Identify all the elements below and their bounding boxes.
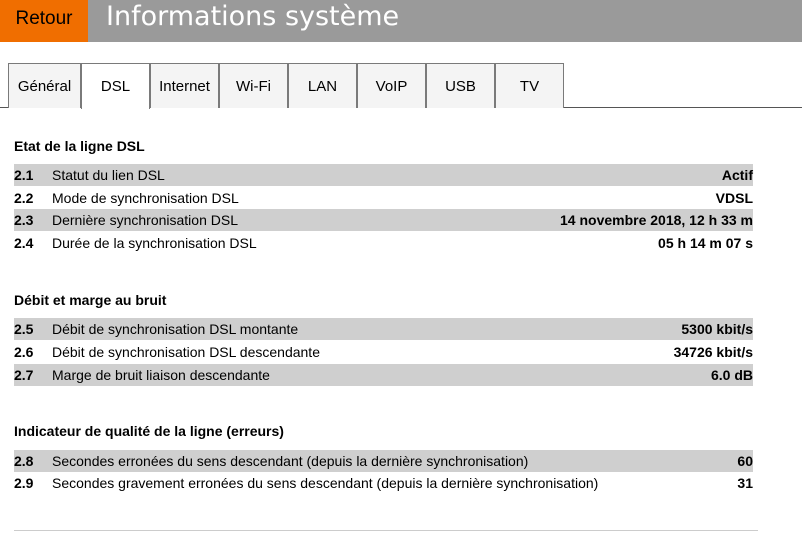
table-row	[14, 472, 753, 494]
row-label: Dernière synchronisation DSL	[52, 212, 238, 228]
row-label: Débit de synchronisation DSL montante	[52, 321, 299, 337]
section-title-line-quality: Indicateur de qualité de la ligne (erreurs)	[14, 423, 284, 439]
row-value: 60	[737, 453, 753, 469]
row-number: 2.2	[14, 190, 34, 206]
row-number: 2.4	[14, 235, 34, 251]
tab-tv[interactable]: TV	[495, 63, 564, 108]
table-row	[14, 232, 753, 254]
row-label: Secondes gravement erronées du sens descendant (depuis la dernière synchronisation)	[52, 475, 599, 491]
tab-voip[interactable]: VoIP	[357, 63, 426, 108]
page-title: Informations système	[106, 1, 400, 32]
tab-general[interactable]: Général	[8, 63, 81, 108]
tab-bar	[0, 63, 802, 108]
bottom-divider	[14, 530, 758, 531]
table-row	[14, 164, 753, 186]
row-label: Marge de bruit liaison descendante	[52, 367, 270, 383]
row-number: 2.8	[14, 453, 34, 469]
row-value: 05 h 14 m 07 s	[658, 235, 753, 251]
row-label: Mode de synchronisation DSL	[52, 190, 239, 206]
row-number: 2.5	[14, 321, 34, 337]
row-value: Actif	[721, 167, 753, 183]
row-number: 2.1	[14, 167, 34, 183]
row-number: 2.6	[14, 344, 34, 360]
tab-wifi[interactable]: Wi-Fi	[219, 63, 288, 108]
row-number: 2.3	[14, 212, 34, 228]
tab-internet[interactable]: Internet	[150, 63, 219, 108]
table-row	[14, 209, 753, 231]
top-header	[0, 0, 802, 42]
tab-usb[interactable]: USB	[426, 63, 495, 108]
row-number: 2.7	[14, 367, 34, 383]
table-row	[14, 187, 753, 209]
table-row	[14, 364, 753, 386]
tab-dsl[interactable]: DSL	[81, 63, 150, 109]
row-value: 14 novembre 2018, 12 h 33 m	[560, 212, 753, 228]
row-value: 5300 kbit/s	[681, 321, 753, 337]
row-label: Secondes erronées du sens descendant (depuis la dernière synchronisation)	[52, 453, 529, 469]
section-title-dsl-status: Etat de la ligne DSL	[14, 138, 145, 154]
row-value: 6.0 dB	[710, 367, 753, 383]
row-label: Durée de la synchronisation DSL	[52, 235, 257, 251]
row-number: 2.9	[14, 475, 34, 491]
table-row	[14, 450, 753, 472]
back-button[interactable]: Retour	[0, 0, 88, 42]
row-value: VDSL	[715, 190, 753, 206]
section-title-rate-noise: Débit et marge au bruit	[14, 292, 167, 308]
row-label: Débit de synchronisation DSL descendante	[52, 344, 320, 360]
table-row	[14, 318, 753, 340]
tab-lan[interactable]: LAN	[288, 63, 357, 108]
row-value: 34726 kbit/s	[673, 344, 753, 360]
row-label: Statut du lien DSL	[52, 167, 165, 183]
row-value: 31	[737, 475, 753, 491]
table-row	[14, 341, 753, 363]
